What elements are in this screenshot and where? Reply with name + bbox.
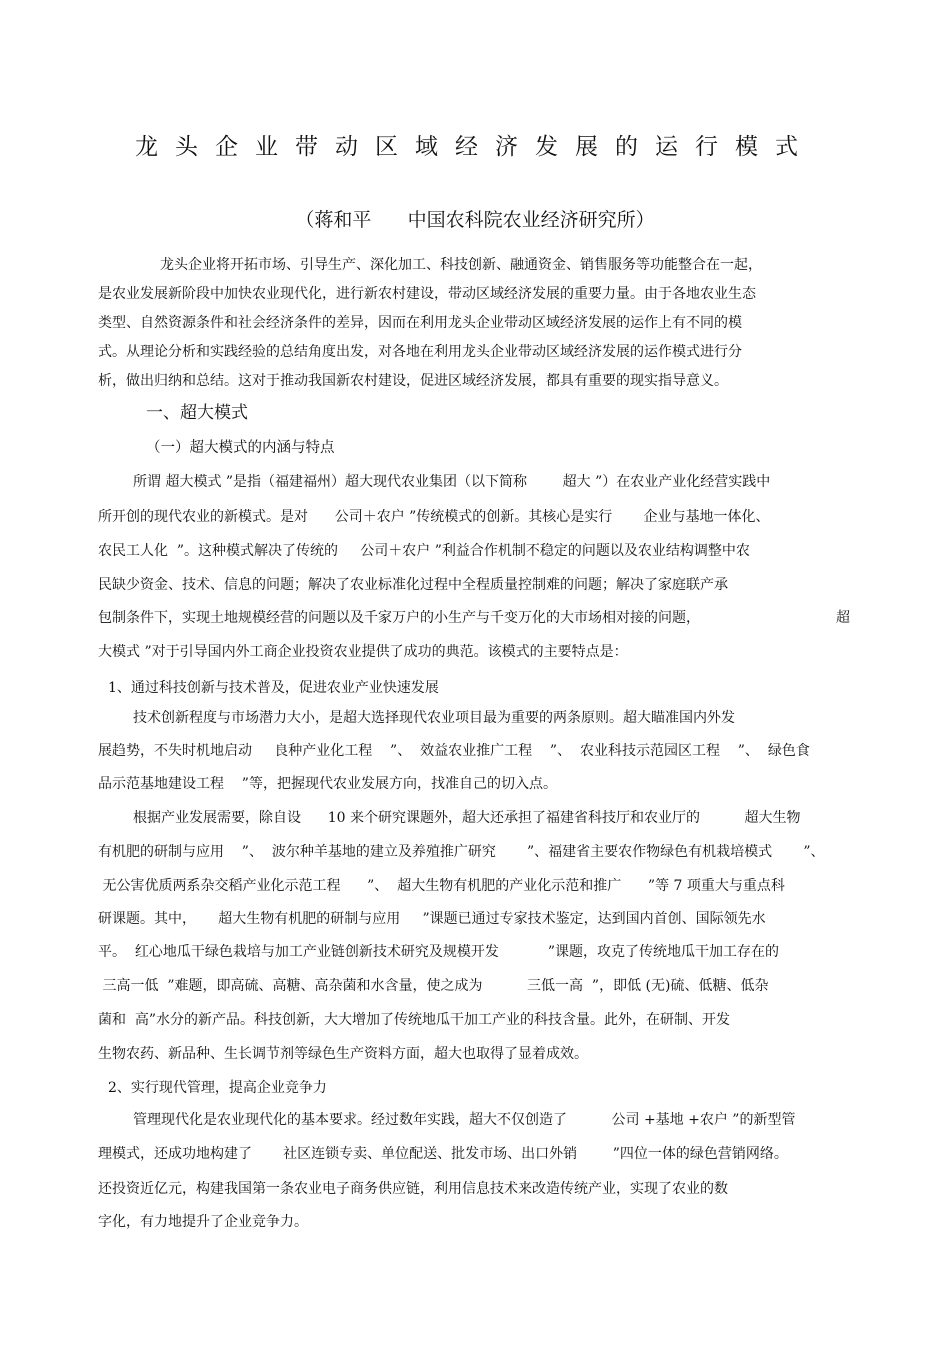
paragraph-line: 民缺少资金、技术、信息的问题；解决了农业标准化过程中全程质量控制难的问题；解决了家庭联产承	[98, 577, 728, 593]
point-heading: 1、通过科技创新与技术普及，促进农业产业快速发展	[108, 680, 439, 696]
paragraph-line: 超	[836, 610, 850, 626]
abstract-line: 类型、自然资源条件和社会经济条件的差异，因而在利用龙头企业带动区域经济发展的运作上有不同的模	[98, 315, 742, 331]
point-heading: 2、实行现代管理，提高企业竞争力	[108, 1080, 327, 1096]
paragraph-line: 展趋势，不失时机地启动 良种产业化工程 ”、 效益农业推广工程 ”、 农业科技示范园区工程 ”、 绿色食	[98, 743, 810, 759]
paragraph-line: 无公害优质两系杂交稻产业化示范工程 ”、 超大生物有机肥的产业化示范和推广 ”等 7 项重大与重点科	[98, 878, 785, 894]
paragraph-line: 所谓 超大模式 ”是指（福建福州）超大现代农业集团（以下简称 超大 ”）在农业产业化经营实践中	[133, 474, 771, 490]
paragraph-line: 研课题。其中， 超大生物有机肥的研制与应用 ”课题已通过专家技术鉴定，达到国内首创、国际领先水	[98, 911, 766, 927]
abstract-line: 是农业发展新阶段中加快农业现代化，进行新农村建设，带动区域经济发展的重要力量。由于各地农业生态	[98, 286, 756, 302]
document-title: 龙头企业带动区域经济发展的运行模式	[135, 134, 815, 160]
paragraph-line: 根据产业发展需要，除自设 10 来个研究课题外，超大还承担了福建省科技厅和农业厅的 超大生物	[133, 810, 801, 826]
paragraph-line: 理模式，还成功地构建了 社区连锁专卖、单位配送、批发市场、出口外销 ”四位一体的绿色营销网络。	[98, 1146, 788, 1162]
paragraph-line: 农民工人化 ”。这种模式解决了传统的 公司＋农户 ”利益合作机制不稳定的问题以及农业结构调整中农	[98, 543, 750, 559]
subsection-heading: （一）超大模式的内涵与特点	[146, 440, 335, 456]
paragraph-line: 大模式 ”对于引导国内外工商企业投资农业提供了成功的典范。该模式的主要特点是：	[98, 644, 628, 660]
abstract-line: 龙头企业将开拓市场、引导生产、深化加工、科技创新、融通资金、销售服务等功能整合在一起，	[160, 257, 762, 273]
paragraph-line: 平。 红心地瓜干绿色栽培与加工产业链创新技术研究及规模开发 ”课题，攻克了传统地瓜干加工存在的	[98, 944, 780, 960]
author-line: （蒋和平 中国农科院农业经济研究所）	[295, 209, 655, 231]
abstract-line: 析，做出归纳和总结。这对于推动我国新农村建设，促进区域经济发展，都具有重要的现实指导意义。	[98, 373, 728, 389]
paragraph-line: 字化，有力地提升了企业竞争力。	[98, 1214, 308, 1230]
paragraph-line: 所开创的现代农业的新模式。是对 公司＋农户 ”传统模式的创新。其核心是实行 企业与基地一体化、	[98, 509, 770, 525]
paragraph-line: 生物农药、新品种、生长调节剂等绿色生产资料方面，超大也取得了显着成效。	[98, 1046, 588, 1062]
abstract-line: 式。从理论分析和实践经验的总结角度出发，对各地在利用龙头企业带动区域经济发展的运作模式进行分	[98, 344, 742, 360]
paragraph-line: 还投资近亿元，构建我国第一条农业电子商务供应链，利用信息技术来改造传统产业，实现了农业的数	[98, 1181, 728, 1197]
paragraph-line: 品示范基地建设工程 ”等，把握现代农业发展方向，找准自己的切入点。	[98, 776, 557, 792]
paragraph-line: 管理现代化是农业现代化的基本要求。经过数年实践，超大不仅创造了 公司 +基地 +农户 ”的新型管	[133, 1112, 796, 1128]
section-heading: 一、超大模式	[146, 403, 248, 423]
paragraph-line: 有机肥的研制与应用 ”、 波尔种羊基地的建立及养殖推广研究 ”、福建省主要农作物绿色有机栽培模式 ”、	[98, 844, 825, 860]
paragraph-line: 菌和 高”水分的新产品。科技创新，大大增加了传统地瓜干加工产业的科技含量。此外，在研制、开发	[98, 1012, 731, 1028]
paragraph-line: 包制条件下，实现土地规模经营的问题以及千家万户的小生产与千变万化的大市场相对接的问题，	[98, 610, 700, 626]
paragraph-line: 技术创新程度与市场潜力大小，是超大选择现代农业项目最为重要的两条原则。超大瞄准国内外发	[133, 710, 735, 726]
paragraph-line: 三高一低 ”难题，即高硫、高糖、高杂菌和水含量，使之成为 三低一高 ”，即低 (无)硫、低糖、低杂	[98, 978, 769, 994]
